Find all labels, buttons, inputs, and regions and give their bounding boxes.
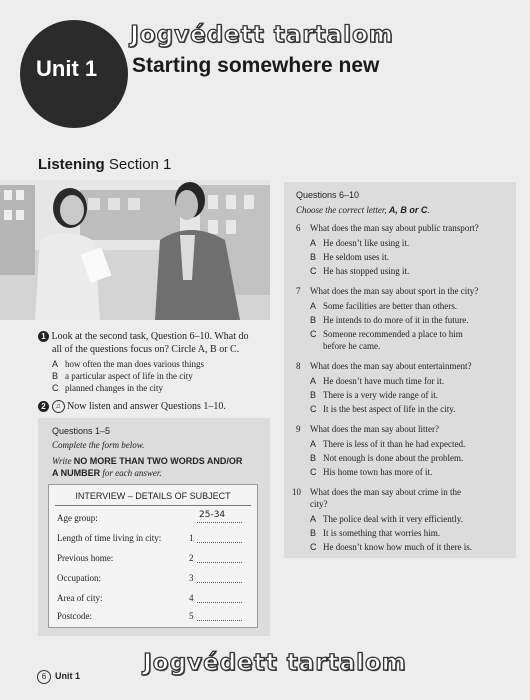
form-title: INTERVIEW – DETAILS OF SUBJECT: [75, 491, 231, 501]
unit-label: Unit 1: [36, 56, 98, 81]
task1-number: 1: [38, 331, 49, 342]
q7-option-c-continuation: before he came.: [323, 341, 381, 351]
instruction-bold: A NUMBER: [52, 468, 101, 478]
question-text: What does the man say about public transport?: [310, 223, 479, 233]
option-letter: C: [310, 467, 317, 477]
watermark-top: Jogvédett tartalom: [130, 22, 394, 48]
q8-option-a[interactable]: [310, 375, 444, 387]
option-text: His home town has more of it.: [323, 467, 433, 477]
q1-5-instruction3: [52, 468, 162, 478]
task1-text1: Look at the second task, Question 6–10. What do: [51, 331, 249, 342]
form-label-length: Length of time living in city:: [57, 533, 162, 543]
q7-option-c[interactable]: [310, 328, 463, 340]
question-text: What does the man say about crime in the: [310, 487, 461, 497]
q1-5-instruction1: Complete the form below.: [52, 440, 145, 450]
task2-text: Now listen and answer Questions 1–10.: [67, 401, 226, 412]
q10-option-b[interactable]: [310, 527, 440, 539]
q10-option-a[interactable]: [310, 513, 463, 525]
form-label-age: Age group:: [57, 513, 98, 523]
option-text: He intends to do more of it in the future.: [323, 315, 469, 325]
option-text: The police deal with it very efficiently.: [323, 514, 463, 524]
footer-unit: Unit 1: [55, 671, 81, 681]
section-heading: [38, 156, 171, 173]
option-letter: B: [310, 252, 317, 262]
option-text: planned changes in the city: [65, 383, 163, 393]
task1-line1: [38, 330, 249, 343]
question-8: [296, 360, 472, 372]
q6-option-a[interactable]: [310, 237, 409, 249]
question-text: What does the man say about entertainment?: [310, 361, 472, 371]
page-number: 6: [37, 670, 51, 684]
option-letter: B: [310, 453, 317, 463]
instruction-text: Choose the correct letter,: [296, 205, 389, 215]
form-num-3: 3: [189, 573, 194, 583]
form-answer-age: 25-34: [199, 510, 226, 520]
unit-title: Starting somewhere new: [132, 54, 380, 77]
option-letter: B: [52, 371, 59, 381]
q1-5-instruction2: [52, 456, 242, 466]
option-text: He doesn’t know how much of it there is.: [323, 542, 473, 552]
option-letter: C: [310, 266, 317, 276]
option-letter: C: [310, 542, 317, 552]
form-num-4: 4: [189, 593, 194, 603]
instruction-text: Write: [52, 456, 74, 466]
option-letter: A: [310, 238, 317, 248]
answer-line-4[interactable]: [197, 602, 242, 603]
option-letter: A: [310, 376, 317, 386]
option-letter: A: [310, 439, 317, 449]
form-divider: [55, 505, 251, 506]
option-text: There is a very wide range of it.: [323, 390, 438, 400]
option-text: Not enough is done about the problem.: [323, 453, 464, 463]
q6-option-b[interactable]: [310, 251, 389, 263]
form-num-2: 2: [189, 553, 194, 563]
option-letter: A: [310, 301, 317, 311]
task1-text2: all of the questions focus on? Circle A, B or C.: [52, 344, 240, 355]
form-num-5: 5: [189, 611, 194, 621]
instruction-text: .: [427, 205, 430, 215]
option-text: He has stopped using it.: [323, 266, 410, 276]
form-label-postcode: Postcode:: [57, 611, 92, 621]
option-letter: C: [52, 383, 59, 393]
q10-option-c[interactable]: [310, 541, 472, 553]
task1-option-a: [52, 358, 204, 370]
q9-option-b[interactable]: [310, 452, 463, 464]
question-number: 9: [296, 424, 301, 434]
option-letter: B: [310, 528, 317, 538]
answer-line-5[interactable]: [197, 620, 242, 621]
option-text: He doesn’t like using it.: [323, 238, 410, 248]
q8-option-b[interactable]: [310, 389, 438, 401]
q8-option-c[interactable]: [310, 403, 455, 415]
answer-line-3[interactable]: [197, 582, 242, 583]
interview-form: [48, 484, 258, 628]
q1-5-heading: Questions 1–5: [52, 426, 111, 436]
option-letter: B: [310, 390, 317, 400]
form-label-occupation: Occupation:: [57, 573, 101, 583]
question-number: 8: [296, 361, 301, 371]
q6-10-heading: Questions 6–10: [296, 190, 360, 200]
question-10-continuation: city?: [310, 499, 328, 509]
q6-option-c[interactable]: [310, 265, 409, 277]
question-6: [296, 222, 479, 234]
instruction-letters: A, B or C: [388, 205, 428, 215]
q7-option-a[interactable]: [310, 300, 457, 312]
answer-line-1[interactable]: [197, 542, 242, 543]
question-number: 6: [296, 223, 301, 233]
watermark-bottom: Jogvédett tartalom: [143, 650, 407, 676]
instruction-text: for each answer.: [100, 468, 162, 478]
question-10: [292, 486, 461, 498]
question-number: 7: [296, 286, 301, 296]
option-text: It is something that worries him.: [323, 528, 440, 538]
task2-line: [38, 400, 226, 413]
section-name: Listening: [38, 156, 105, 173]
question-7: [296, 285, 479, 297]
form-num-1: 1: [189, 533, 194, 543]
option-text: Some facilities are better than others.: [323, 301, 457, 311]
answer-line-2[interactable]: [197, 562, 242, 563]
option-text: There is less of it than he had expected.: [323, 439, 466, 449]
option-text: He doesn’t have much time for it.: [323, 376, 445, 386]
option-letter: A: [52, 359, 59, 369]
task2-number: 2: [38, 401, 49, 412]
question-text: What does the man say about litter?: [310, 424, 439, 434]
q6-10-instruction: [296, 205, 430, 215]
option-text: how often the man does various things: [65, 359, 204, 369]
headphones-icon: ♫: [52, 400, 65, 413]
q7-option-b[interactable]: [310, 314, 468, 326]
option-text: Someone recommended a place to him: [323, 329, 463, 339]
form-label-area: Area of city:: [57, 593, 103, 603]
instruction-bold: NO MORE THAN TWO WORDS AND/OR: [73, 456, 243, 466]
photo-illustration: [0, 180, 270, 320]
q9-option-a[interactable]: [310, 438, 465, 450]
question-9: [296, 423, 439, 435]
question-number: 10: [292, 487, 301, 497]
task1-option-c: [52, 382, 163, 394]
section-number: Section 1: [108, 156, 172, 173]
q9-option-c[interactable]: [310, 466, 432, 478]
task1-option-b: [52, 370, 193, 382]
option-text: It is the best aspect of life in the city.: [323, 404, 456, 414]
option-letter: C: [310, 404, 317, 414]
question-text: What does the man say about sport in the city?: [310, 286, 479, 296]
option-text: a particular aspect of life in the city: [65, 371, 193, 381]
form-label-previous-home: Previous home:: [57, 553, 114, 563]
answer-line: [197, 522, 242, 523]
option-text: He seldom uses it.: [323, 252, 389, 262]
option-letter: B: [310, 315, 317, 325]
option-letter: C: [310, 329, 317, 339]
option-letter: A: [310, 514, 317, 524]
